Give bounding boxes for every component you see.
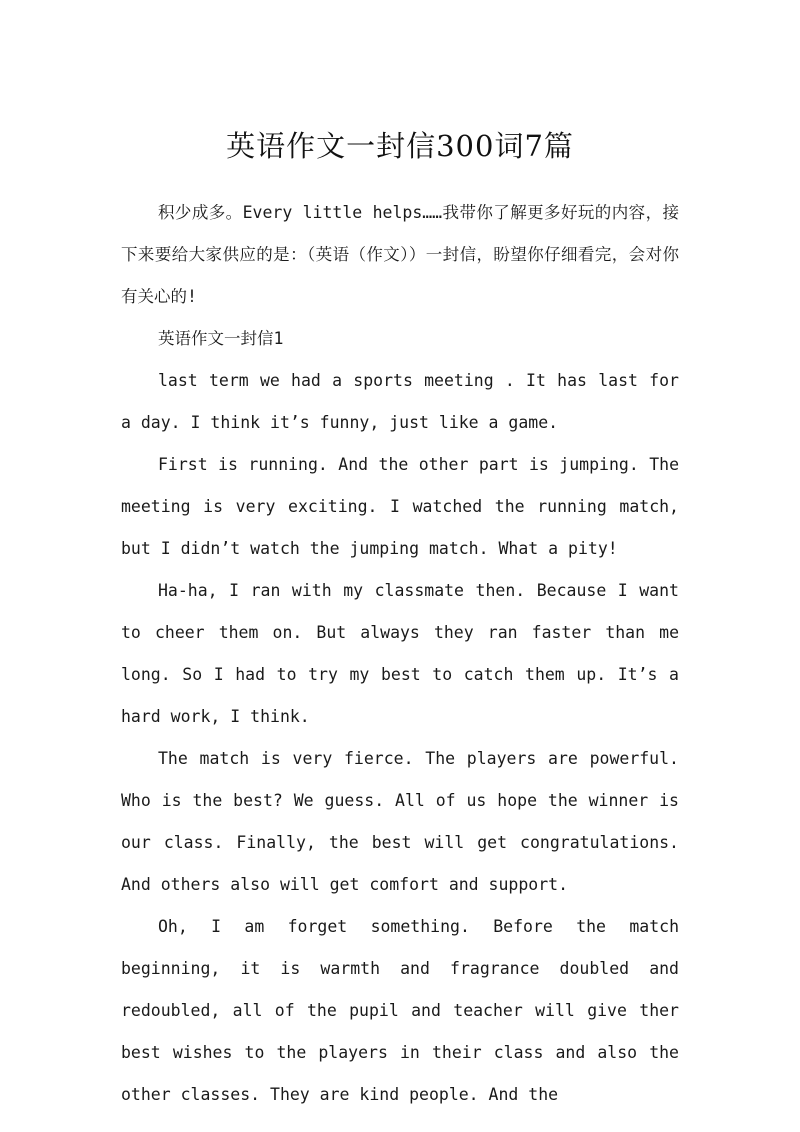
body-paragraph: Oh, I am forget something. Before the match beginning, it is warmth and fragrance doubled and redoubled, all of the pupil and teacher will give ther best wishes to the players in their class and also the other classes. They are kind people. And the <box>121 917 679 1104</box>
document-title: 英语作文一封信300词7篇 <box>226 129 574 163</box>
body-paragraph: Ha-ha, I ran with my classmate then. Because I want to cheer them on. But always they ran faster than me long. So I had to try my best to catch them up. It’s a hard work, I think. <box>121 581 679 726</box>
section-heading: 英语作文一封信1 <box>158 329 284 348</box>
document-body <box>121 192 679 1116</box>
intro-paragraph: 积少成多。Every little helps……我带你了解更多好玩的内容，接下来要给大家供应的是：（英语（作文））一封信，盼望你仔细看完，会对你有关心的! <box>121 203 679 306</box>
body-paragraph: The match is very fierce. The players are powerful. Who is the best? We guess. All of us hope the winner is our class. Finally, the best will get congratulations. And others also will get comfort and support. <box>121 749 679 894</box>
body-paragraph: last term we had a sports meeting . It has last for a day. I think it’s funny, just like a game. <box>121 371 679 432</box>
body-paragraph: First is running. And the other part is jumping. The meeting is very exciting. I watched the running match, but I didn’t watch the jumping match. What a pity! <box>121 455 679 558</box>
